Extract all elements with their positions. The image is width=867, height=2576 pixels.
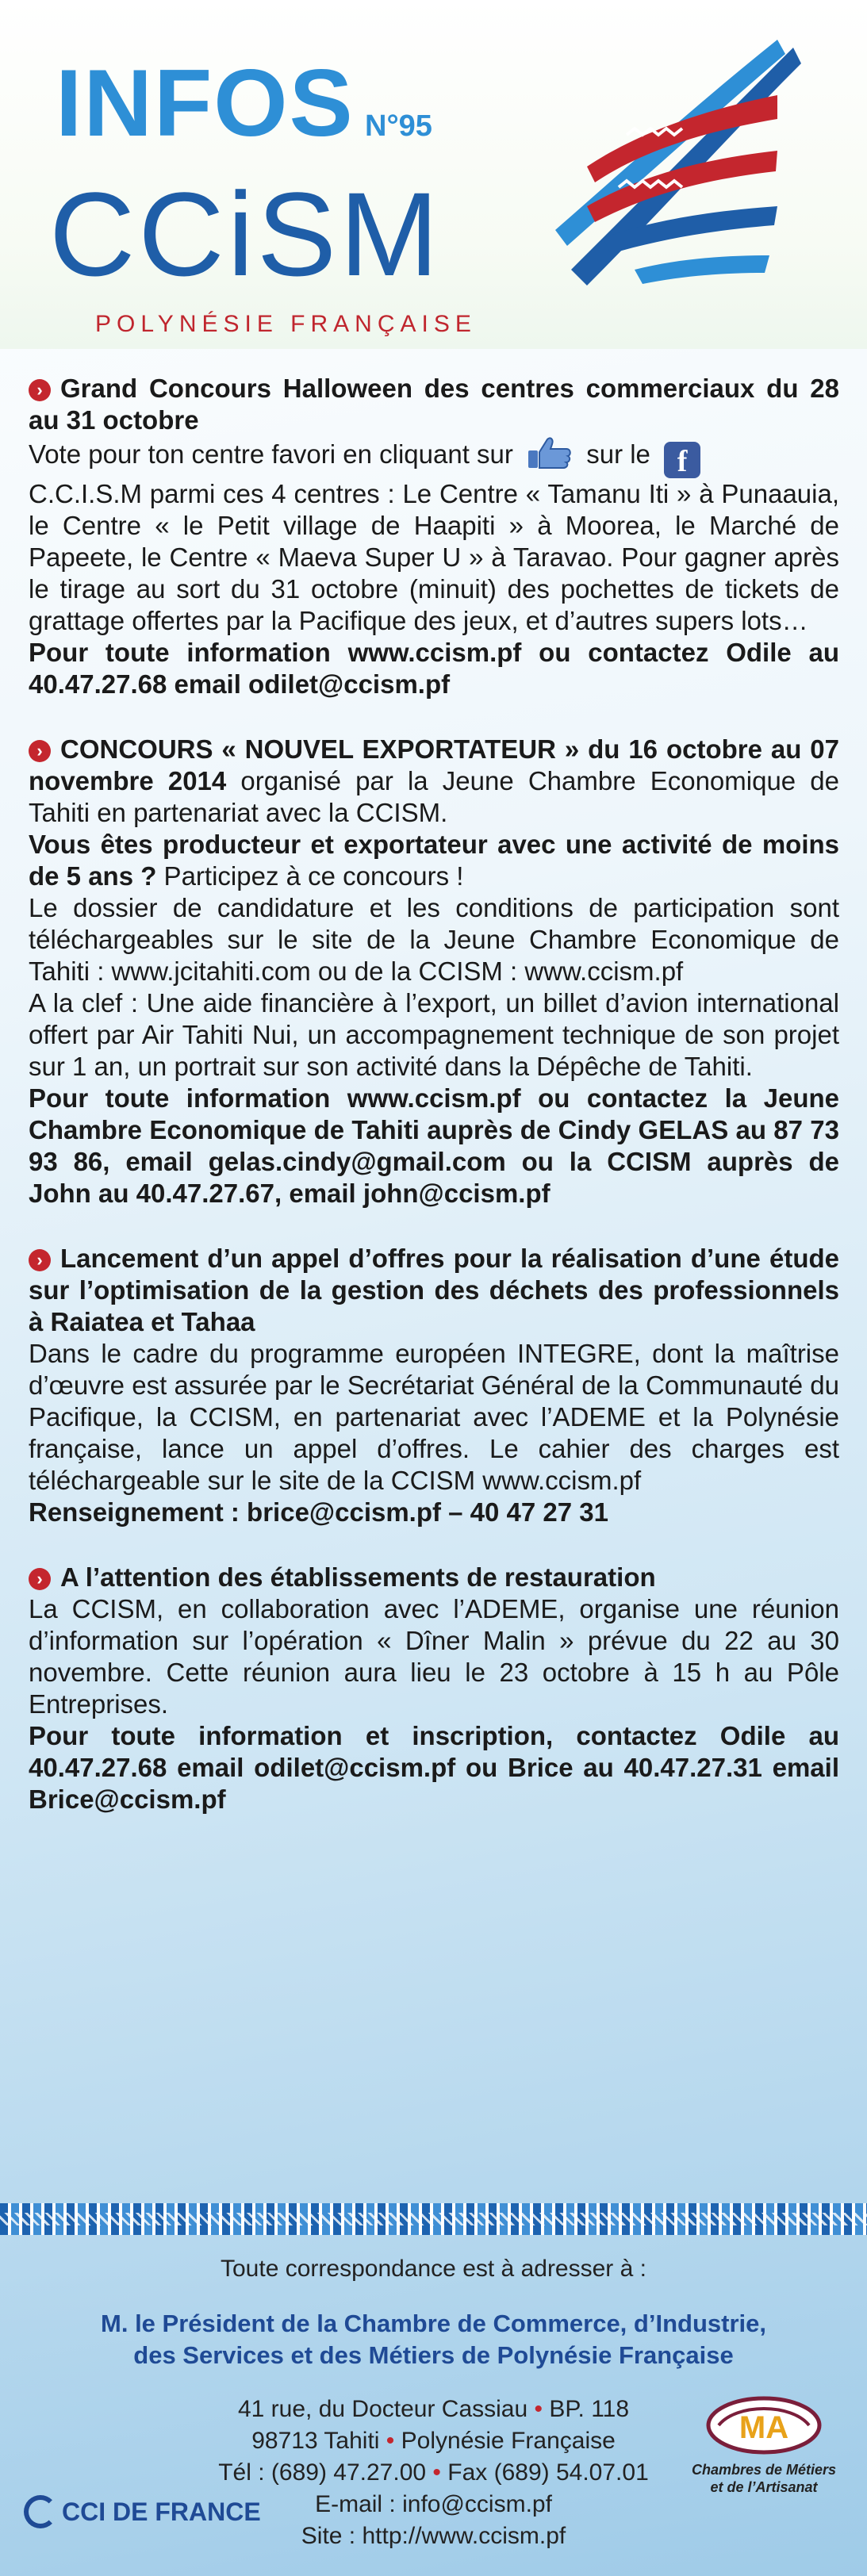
city: 98713 Tahiti [251,2428,380,2454]
news-item-body [29,734,839,1209]
cci-logo-icon [24,2495,57,2528]
cma-logo-icon [704,2394,823,2457]
facebook-icon[interactable]: f [664,442,700,478]
chevron-right-icon: › [29,1568,51,1590]
po-box: BP. 118 [549,2396,630,2422]
news-text: Le dossier de candidature et les conditions de participation sont téléchargeables sur le site de la Jeune Chambre Economique de Tahiti : www.jcitahiti.com ou de la CCISM : www.ccism.pf [29,893,839,986]
bullet-dot-icon: • [386,2428,395,2454]
country: Polynésie Française [401,2428,616,2454]
news-contact: Renseignement : brice@ccism.pf – 40 47 27 31 [29,1497,609,1527]
news-item-title: A l’attention des établissements de restauration [60,1562,656,1592]
news-contact: Pour toute information et inscription, contactez Odile au 40.47.27.68 email odilet@ccism.pf ou Brice au 40.47.27.31 email Brice@ccism.pf [29,1721,839,1814]
footer [0,2235,867,2576]
cma-line: Chambres de Métiers [691,2462,837,2478]
news-item-body [29,373,839,700]
chevron-right-icon: › [29,1249,51,1271]
news-item-restauration [29,1562,839,1815]
news-contact: Pour toute information www.ccism.pf ou contactez Odile au 40.47.27.68 email odilet@ccism.pf [29,638,839,699]
news-text: Vote pour ton centre favori en cliquant sur [29,439,513,469]
president-address-block [0,2308,867,2371]
news-item-title: Grand Concours Halloween des centres commerciaux du 28 au 31 octobre [29,374,839,435]
region-label: POLYNÉSIE FRANÇAISE [95,311,477,337]
cci-logo-text: CCI DE FRANCE [62,2497,261,2526]
street-address: 41 rue, du Docteur Cassiau [237,2396,528,2422]
issue-number: N°95 [365,109,432,143]
chevron-right-icon: › [29,379,51,401]
news-content [29,373,839,1849]
cma-line: et de l’Artisanat [710,2479,818,2495]
correspondence-label: Toute correspondance est à adresser à : [221,2256,646,2282]
news-item-exportateur [29,734,839,1209]
news-item-appel-offres [29,1243,839,1528]
header [0,0,867,349]
news-text: La CCISM, en collaboration avec l’ADEME, organise une réunion d’information sur l’opération « Dîner Malin » prévue du 22 au 30 novembre. Cette réunion aura lieu le 23 octobre à 15 h au Pôle Entreprises. [29,1594,839,1719]
news-item-halloween [29,373,839,700]
cma-logo [681,2394,847,2496]
news-item-body [29,1243,839,1528]
news-question: Vous êtes producteur et exportateur avec une activité de moins de 5 ans ? [29,830,839,891]
news-contact: Pour toute information www.ccism.pf ou contactez la Jeune Chambre Economique de Tahiti auprès de Cindy GELAS au 87 73 93 86, email gelas.cindy@gmail.com ou la CCISM auprès de John au 40.47.27.67, email john@ccism.pf [29,1083,839,1208]
news-text: Participez à ce concours ! [156,861,464,891]
ccism-brand: CCiSM [49,167,442,301]
news-item-title: Lancement d’un appel d’offres pour la réalisation d’une étude sur l’optimisation de la gestion des déchets des professionnels à Raiatea et Tahaa [29,1244,839,1336]
bullet-dot-icon: • [432,2459,441,2486]
decorative-pattern-band [0,2203,867,2235]
news-item-body [29,1562,839,1815]
news-text: sur le [586,439,650,469]
president-line: M. le Président de la Chambre de Commerce, d’Industrie, [101,2310,766,2337]
cma-caption [681,2461,847,2496]
news-text: C.C.I.S.M parmi ces 4 centres : Le Centre « Tamanu Iti » à Punaauia, le Centre « le Petit village de Haapiti » à Moorea, le Marché de Papeete, le Centre « Maeva Super U » à Taravao. Pour gagner après le tirage au sort du 31 octobre (minuit) des pochettes de tickets de grattage offertes par la Pacifique des jeux, et d’autres supers lots… [29,479,839,635]
president-line: des Services et des Métiers de Polynésie Française [133,2341,734,2369]
fax: Fax (689) 54.07.01 [447,2459,649,2486]
website-link[interactable]: Site : http://www.ccism.pf [301,2523,566,2549]
chevron-right-icon: › [29,740,51,762]
email-link[interactable]: E-mail : info@ccism.pf [315,2491,552,2517]
news-text: Dans le cadre du programme européen INTEGRE, dont la maîtrise d’œuvre est assurée par le Secrétariat Général de la Communauté du Pacifique, la CCISM, en partenariat avec l’ADEME et la Polynésie française, lance un appel d’offres. Le cahier des charges est téléchargeable sur le site de la CCISM www.ccism.pf [29,1339,839,1495]
cci-france-logo [24,2495,261,2528]
news-item-title: CONCOURS « NOUVEL EXPORTATEUR » du 16 octobre au 07 novembre 2014 [29,734,839,795]
ccism-wave-logo-icon [539,32,809,317]
infos-title: INFOS [56,50,355,156]
thumbs-up-icon[interactable] [527,436,573,470]
news-text: organisé par la Jeune Chambre Economique de Tahiti en partenariat avec la CCISM. [29,766,839,827]
phone: Tél : (689) 47.27.00 [218,2459,427,2486]
cma-logo-letters: MA [738,2410,789,2445]
bullet-dot-icon: • [534,2396,543,2422]
news-text: A la clef : Une aide financière à l’export, un billet d’avion international offert par Air Tahiti Nui, un accompagnement technique de son projet sur 1 an, un portrait sur son activité dans la Dépêche de Tahiti. [29,988,839,1081]
